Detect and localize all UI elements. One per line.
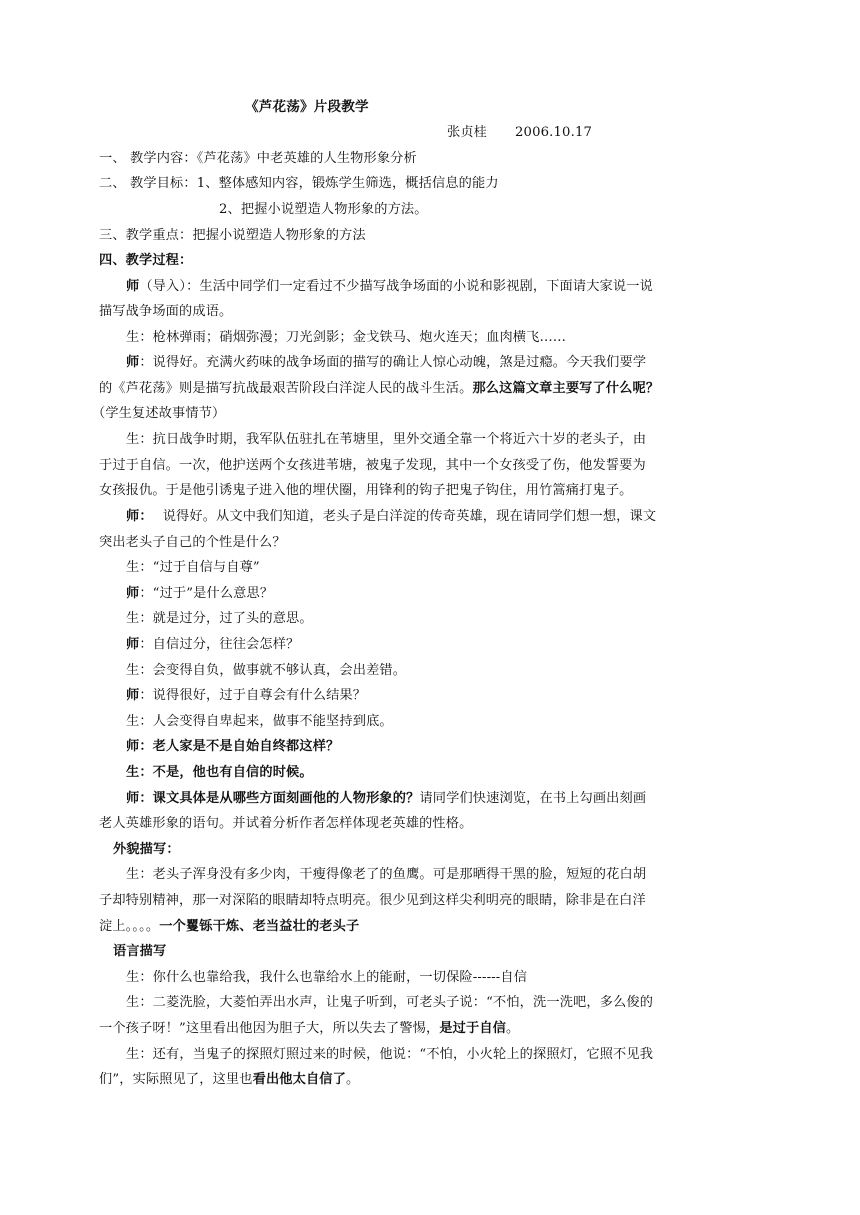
line-text: 的《芦花荡》则是描写抗战最艰苦阶段白洋淀人民的战斗生活。 [99, 381, 473, 396]
section-goals: 二、 教学目标：1、整体感知内容，锻炼学生筛选，概括信息的能力 [99, 176, 499, 191]
dialogue-line: 生：你什么也靠给我，我什么也靠给水上的能耐，一切保险------自信 [126, 970, 528, 985]
section-process: 四、教学过程： [99, 253, 193, 268]
dialogue-line: 生：“过于自信与自尊” [126, 560, 260, 575]
dialogue-line: 生：二菱洗脸，大菱怕弄出水声，让鬼子听到，可老头子说：“不怕，洗一洗吧，多么俊的 [126, 995, 654, 1010]
line-emphasis: 师：课文具体是从哪些方面刻画他的人物形象的？ [126, 791, 420, 806]
dialogue-line: 生：老头子浑身没有多少肉，干瘦得像老了的鱼鹰。可是那晒得干黑的脸，短短的花白胡 [126, 867, 647, 882]
line-text: 淀上。。。。 [99, 919, 160, 934]
subheading-appearance: 外貌描写： [113, 842, 180, 857]
line-text: 。 [506, 1021, 520, 1036]
speaker-label: 师 [126, 637, 140, 652]
line-emphasis: 一个矍铄干炼、老当益壮的老头子 [159, 919, 360, 934]
speaker-label: 师 [126, 279, 140, 294]
speaker-label: 师 [126, 586, 140, 601]
dialogue-line: 老人英雄形象的语句。并试着分析作者怎样体现老英雄的性格。 [99, 816, 473, 831]
line-text: （导入）：生活中同学们一定看过不少描写战争场面的小说和影视剧，下面请大家说一说 [139, 279, 653, 294]
document-title: 《芦花荡》片段教学 [245, 99, 369, 115]
dialogue-line: 于过于自信。一次，他护送两个女孩进苇塘，被鬼子发现，其中一个女孩受了伤，他发誓要为 [99, 458, 646, 473]
document-date: 2006.10.17 [515, 125, 593, 140]
dialogue-line: 突出老头子自己的个性是什么？ [99, 535, 286, 550]
section-focus: 三、教学重点：把握小说塑造人物形象的方法 [99, 228, 366, 243]
line-text: 们”，实际照见了，这里也 [99, 1072, 253, 1087]
dialogue-line [99, 918, 719, 936]
dialogue-line [126, 636, 746, 654]
line-text: ：“过于”是什么意思？ [139, 586, 274, 601]
dialogue-line: 师：老人家是不是自始自终都这样？ [126, 739, 340, 754]
dialogue-line: 女孩报仇。于是他引诱鬼子进入他的埋伏圈，用锋利的钩子把鬼子钩住，用竹篙痛打鬼子。 [99, 483, 633, 498]
dialogue-line: 生：不是，他也有自信的时候。 [126, 765, 313, 780]
dialogue-line [126, 508, 746, 526]
line-emphasis: 是过于自信 [439, 1021, 507, 1036]
dialogue-line [99, 1020, 719, 1038]
dialogue-line [99, 380, 719, 398]
section-goals-item2: 2、把握小说塑造人物形象的方法。 [219, 202, 428, 217]
line-emphasis: 那么这篇文章主要写了什么呢？ [472, 381, 660, 396]
speaker-label: 师 [126, 355, 140, 370]
dialogue-line [126, 687, 746, 705]
dialogue-line: 生：就是过分，过了头的意思。 [126, 611, 313, 626]
dialogue-line: 生：枪林弹雨；硝烟弥漫；刀光剑影；金戈铁马、炮火连天；血肉横飞…… [126, 330, 567, 345]
dialogue-line: 生：还有，当鬼子的探照灯照过来的时候，他说：“不怕，小火轮上的探照灯，它照不见我 [126, 1047, 654, 1062]
subheading-language: 语言描写 [113, 944, 167, 959]
dialogue-line: 生：人会变得自卑起来，做事不能坚持到底。 [126, 714, 393, 729]
dialogue-line: 描写战争场面的成语。 [99, 304, 233, 319]
line-emphasis: 看出他太自信了 [252, 1072, 346, 1087]
dialogue-line: 生：会变得自负，做事就不够认真，会出差错。 [126, 663, 407, 678]
line-text: 请同学们快速浏览，在书上勾画出刻画 [419, 791, 647, 806]
line-text: ：说得好。充满火药味的战争场面的描写的确让人惊心动魄，煞是过瘾。今天我们要学 [139, 355, 647, 370]
dialogue-line [126, 278, 746, 296]
author-line [447, 124, 860, 142]
dialogue-line [126, 585, 746, 603]
section-content: 一、 教学内容：《芦花荡》中老英雄的人生物形象分析 [99, 151, 417, 166]
dialogue-line [126, 354, 746, 372]
speaker-label: 师： [126, 509, 153, 524]
dialogue-line [126, 790, 746, 808]
line-text: ：自信过分，往往会怎样？ [139, 637, 300, 652]
line-text: 说得好。从文中我们知道，老头子是白洋淀的传奇英雄，现在请同学们想一想，课文 [162, 509, 657, 524]
dialogue-line [99, 1071, 719, 1089]
dialogue-line: （学生复述故事情节） [92, 406, 226, 421]
line-text: ：说得很好，过于自尊会有什么结果？ [139, 688, 367, 703]
line-text: 一个孩子呀！”这里看出他因为胆子大，所以失去了警惕， [99, 1021, 440, 1036]
author-name: 张贞桂 [447, 125, 488, 140]
dialogue-line: 生：抗日战争时期，我军队伍驻扎在苇塘里，里外交通全靠一个将近六十岁的老头子，由 [126, 432, 647, 447]
line-text: 。 [345, 1072, 360, 1087]
dialogue-line: 子却特别精神，那一对深陷的眼睛却特点明亮。很少见到这样尖利明亮的眼睛，除非是在白洋 [99, 893, 646, 908]
speaker-label: 师 [126, 688, 140, 703]
